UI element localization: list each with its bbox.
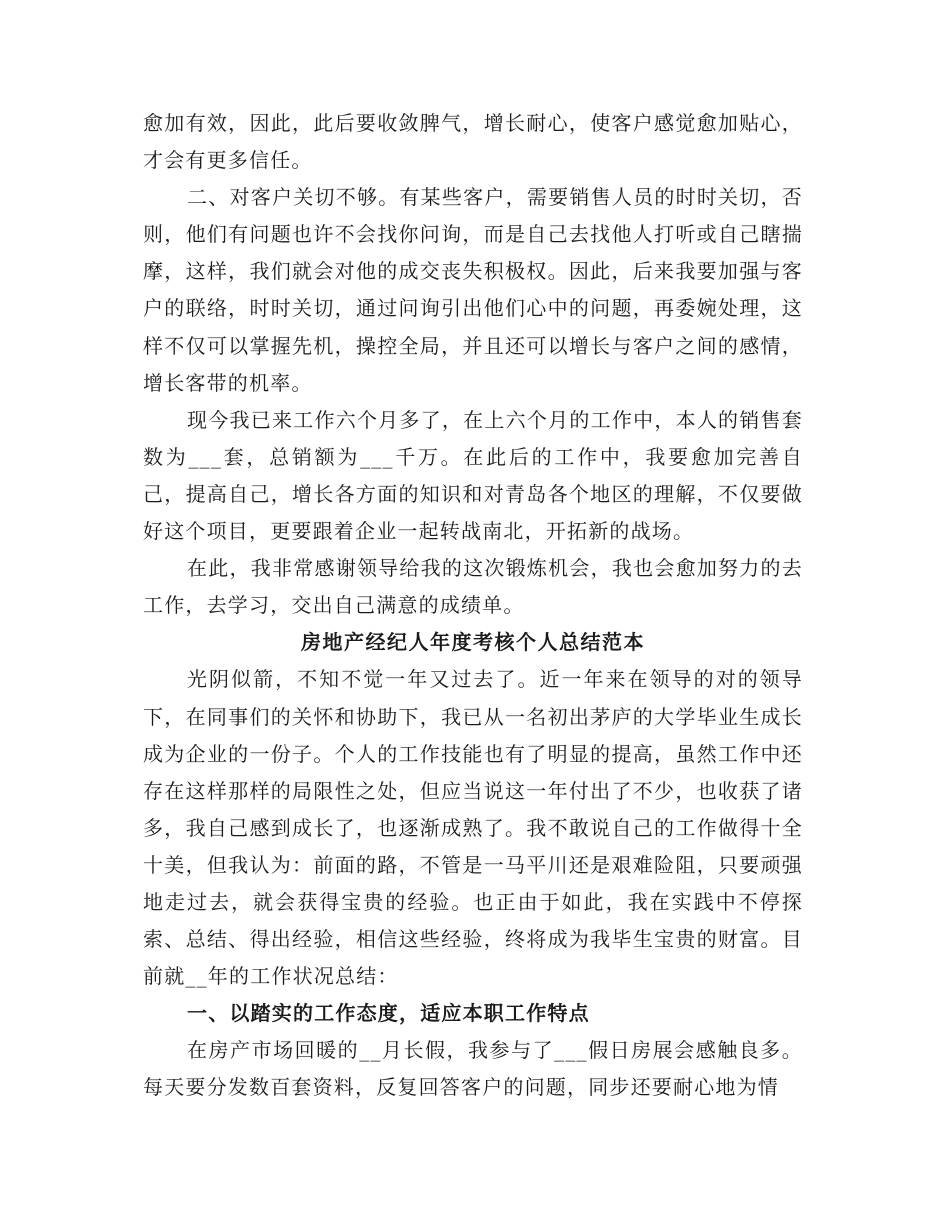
section-heading: 一、以踏实的工作态度，适应本职工作特点 xyxy=(187,1001,590,1026)
paragraph-sales-results: 现今我已来工作六个月多了，在上六个月的工作中，本人的销售套数为___套，总销额为___千万。在此后的工作中，我要愈加完善自己，提高自己，增长各方面的知识和对青岛各个地区的理解，不仅要做好这个项目，更要跟着企业一起转战南北，开拓新的战场。 xyxy=(143,407,803,544)
paragraph-continuation: 愈加有效，因此，此后要收敛脾气，增长耐心，使客户感觉愈加贴心，才会有更多信任。 xyxy=(143,111,803,173)
document-body xyxy=(143,105,803,1107)
paragraph-customer-care: 二、对客户关切不够。有某些客户，需要销售人员的时时关切，否则，他们有问题也许不会找你问询，而是自己去找他人打听或自己瞎揣摩，这样，我们就会对他的成交丧失积极权。因此，后来我要加强与客户的联络，时时关切，通过问询引出他们心中的问题，再委婉处理，这样不仅可以掌握先机，操控全局，并且还可以增长与客户之间的感情，增长客带的机率。 xyxy=(143,185,803,395)
paragraph-thanks: 在此，我非常感谢领导给我的这次锻炼机会，我也会愈加努力的去工作，去学习，交出自己满意的成绩单。 xyxy=(143,556,803,618)
paragraph-intro: 光阴似箭，不知不觉一年又过去了。近一年来在领导的对的领导下，在同事们的关怀和协助下，我已从一名初出茅庐的大学毕业生成长成为企业的一份子。个人的工作技能也有了明显的提高，虽然工作中还存在这样那样的局限性之处，但应当说这一年付出了不少，也收获了诸多，我自己感到成长了，也逐渐成熟了。我不敢说自己的工作做得十全十美，但我认为：前面的路，不管是一马平川还是艰难险阻，只要顽强地走过去，就会获得宝贵的经验。也正由于如此，我在实践中不停探索、总结、得出经验，相信这些经验，终将成为我毕生宝贵的财富。目前就__年的工作状况总结： xyxy=(143,667,803,989)
paragraph-section-body: 在房产市场回暖的__月长假，我参与了___假日房展会感触良多。每天要分发数百套资料，反复回答客户的问题，同步还要耐心地为情 xyxy=(143,1038,803,1100)
document-title: 房地产经纪人年度考核个人总结范本 xyxy=(301,630,645,655)
